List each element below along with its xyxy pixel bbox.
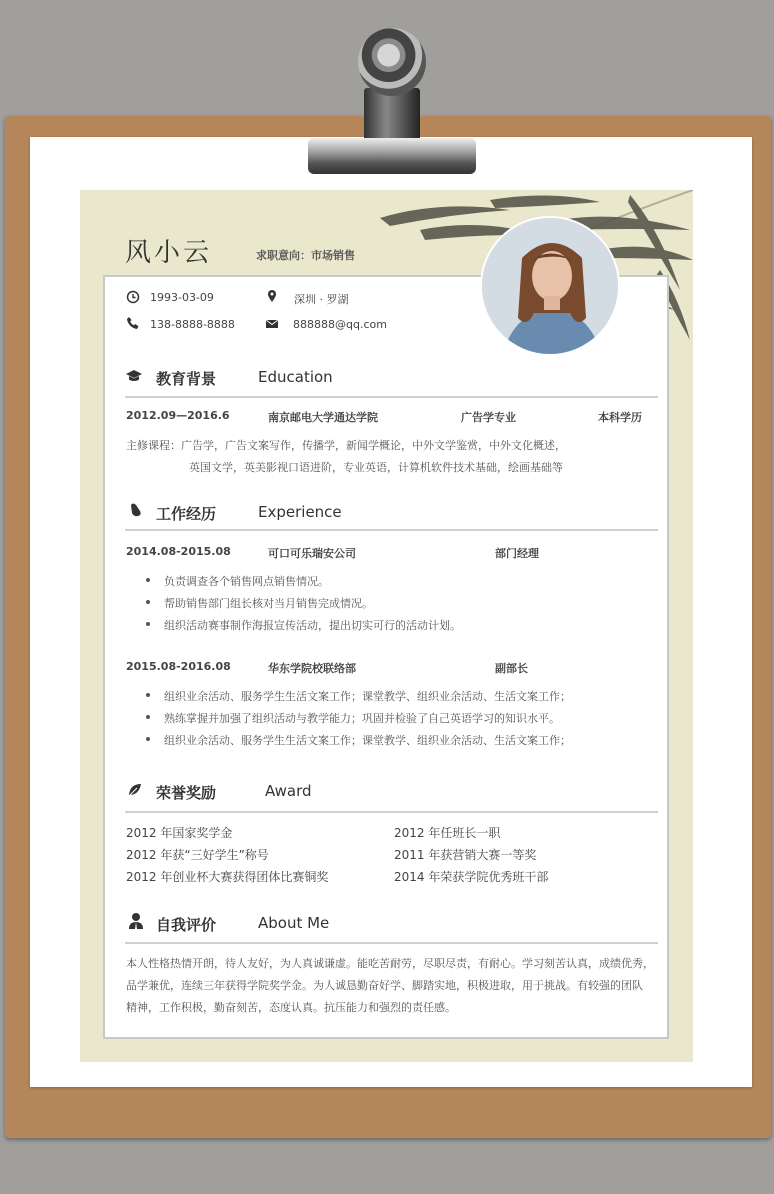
candidate-name: 风小云 bbox=[125, 238, 213, 268]
bullet-dot bbox=[146, 578, 150, 582]
education-period: 2012.09—2016.6 bbox=[126, 409, 230, 422]
bullet-dot bbox=[146, 737, 150, 741]
award-divider bbox=[125, 811, 658, 813]
courses-line-1: 主修课程：广告学，广告文案写作，传播学，新闻学概论，中外文学鉴赏，中外文化概述， bbox=[126, 439, 566, 452]
location: 深圳 · 罗湖 bbox=[294, 293, 349, 306]
birth-date: 1993-03-09 bbox=[150, 291, 214, 304]
job-2-bullet-2: 熟练掌握并加强了组织活动与教学能力；巩固并检验了自己英语学习的知识水平。 bbox=[164, 712, 560, 725]
profile-photo bbox=[480, 216, 620, 356]
bullet-dot bbox=[146, 600, 150, 604]
job-2-bullet-1: 组织业余活动、服务学生生活文案工作；课堂教学、组织业余活动、生活文案工作； bbox=[164, 690, 571, 703]
job-1-bullet-3: 组织活动赛事制作海报宣传活动，提出切实可行的活动计划。 bbox=[164, 619, 461, 632]
phone-number: 138-8888-8888 bbox=[150, 318, 235, 331]
bullet-dot bbox=[146, 693, 150, 697]
mouse-icon bbox=[128, 502, 144, 518]
job-2-role: 副部长 bbox=[495, 662, 528, 675]
award-item: 2012 年获“三好学生”称号 bbox=[126, 848, 269, 862]
clock-icon bbox=[126, 290, 140, 304]
job-intent: 求职意向：市场销售 bbox=[256, 249, 355, 262]
job-1-role: 部门经理 bbox=[495, 547, 539, 560]
about-line-2: 品学兼优，连续三年获得学院奖学金。为人诚恳勤奋好学、脚踏实地，积极进取，用于挑战。有较强的团队 bbox=[126, 979, 643, 992]
about-title-en: About Me bbox=[258, 914, 330, 932]
about-divider bbox=[125, 942, 658, 944]
education-school: 南京邮电大学通达学院 bbox=[268, 411, 378, 424]
bullet-dot bbox=[146, 715, 150, 719]
clip-ring bbox=[358, 28, 426, 96]
person-icon bbox=[128, 912, 144, 930]
award-item: 2012 年创业杯大赛获得团体比赛铜奖 bbox=[126, 870, 329, 884]
graduation-cap-icon bbox=[125, 369, 143, 383]
job-2-bullet-3: 组织业余活动、服务学生生活文案工作；课堂教学、组织业余活动、生活文案工作； bbox=[164, 734, 571, 747]
award-title-cn: 荣誉奖励 bbox=[156, 784, 217, 802]
bullet-dot bbox=[146, 622, 150, 626]
education-title-cn: 教育背景 bbox=[156, 370, 217, 388]
about-line-3: 精神，工作积极，勤奋刻苦，态度认真。抗压能力和强烈的责任感。 bbox=[126, 1001, 456, 1014]
education-title-en: Education bbox=[258, 368, 333, 386]
courses-line-2: 英国文学，英美影视口语进阶，专业英语，计算机软件技术基础，绘画基础等 bbox=[189, 461, 563, 474]
clip-base bbox=[308, 138, 476, 174]
location-pin-icon bbox=[265, 289, 279, 303]
award-item: 2011 年获营销大赛一等奖 bbox=[394, 848, 537, 862]
award-item: 2012 年国家奖学金 bbox=[126, 826, 233, 840]
award-item: 2012 年任班长一职 bbox=[394, 826, 501, 840]
education-degree: 本科学历 bbox=[598, 411, 642, 424]
phone-icon bbox=[126, 316, 140, 330]
job-1-bullet-1: 负责调查各个销售网点销售情况。 bbox=[164, 575, 329, 588]
email-icon bbox=[265, 317, 279, 331]
experience-title-cn: 工作经历 bbox=[156, 505, 217, 523]
experience-title-en: Experience bbox=[258, 503, 342, 521]
job-2-company: 华东学院校联络部 bbox=[268, 662, 356, 675]
award-title-en: Award bbox=[265, 782, 312, 800]
leaf-icon bbox=[127, 782, 143, 798]
about-line-1: 本人性格热情开朗，待人友好，为人真诚谦虚。能吃苦耐劳，尽职尽责，有耐心。学习刻苦认真，成绩优秀， bbox=[126, 957, 654, 970]
experience-divider bbox=[125, 529, 658, 531]
award-item: 2014 年荣获学院优秀班干部 bbox=[394, 870, 549, 884]
about-title-cn: 自我评价 bbox=[156, 916, 217, 934]
job-1-company: 可口可乐瑞安公司 bbox=[268, 547, 356, 560]
job-1-bullet-2: 帮助销售部门组长核对当月销售完成情况。 bbox=[164, 597, 373, 610]
email-address: 888888@qq.com bbox=[293, 318, 387, 331]
job-2-period: 2015.08-2016.08 bbox=[126, 660, 231, 673]
education-divider bbox=[125, 396, 658, 398]
job-1-period: 2014.08-2015.08 bbox=[126, 545, 231, 558]
education-major: 广告学专业 bbox=[461, 411, 516, 424]
